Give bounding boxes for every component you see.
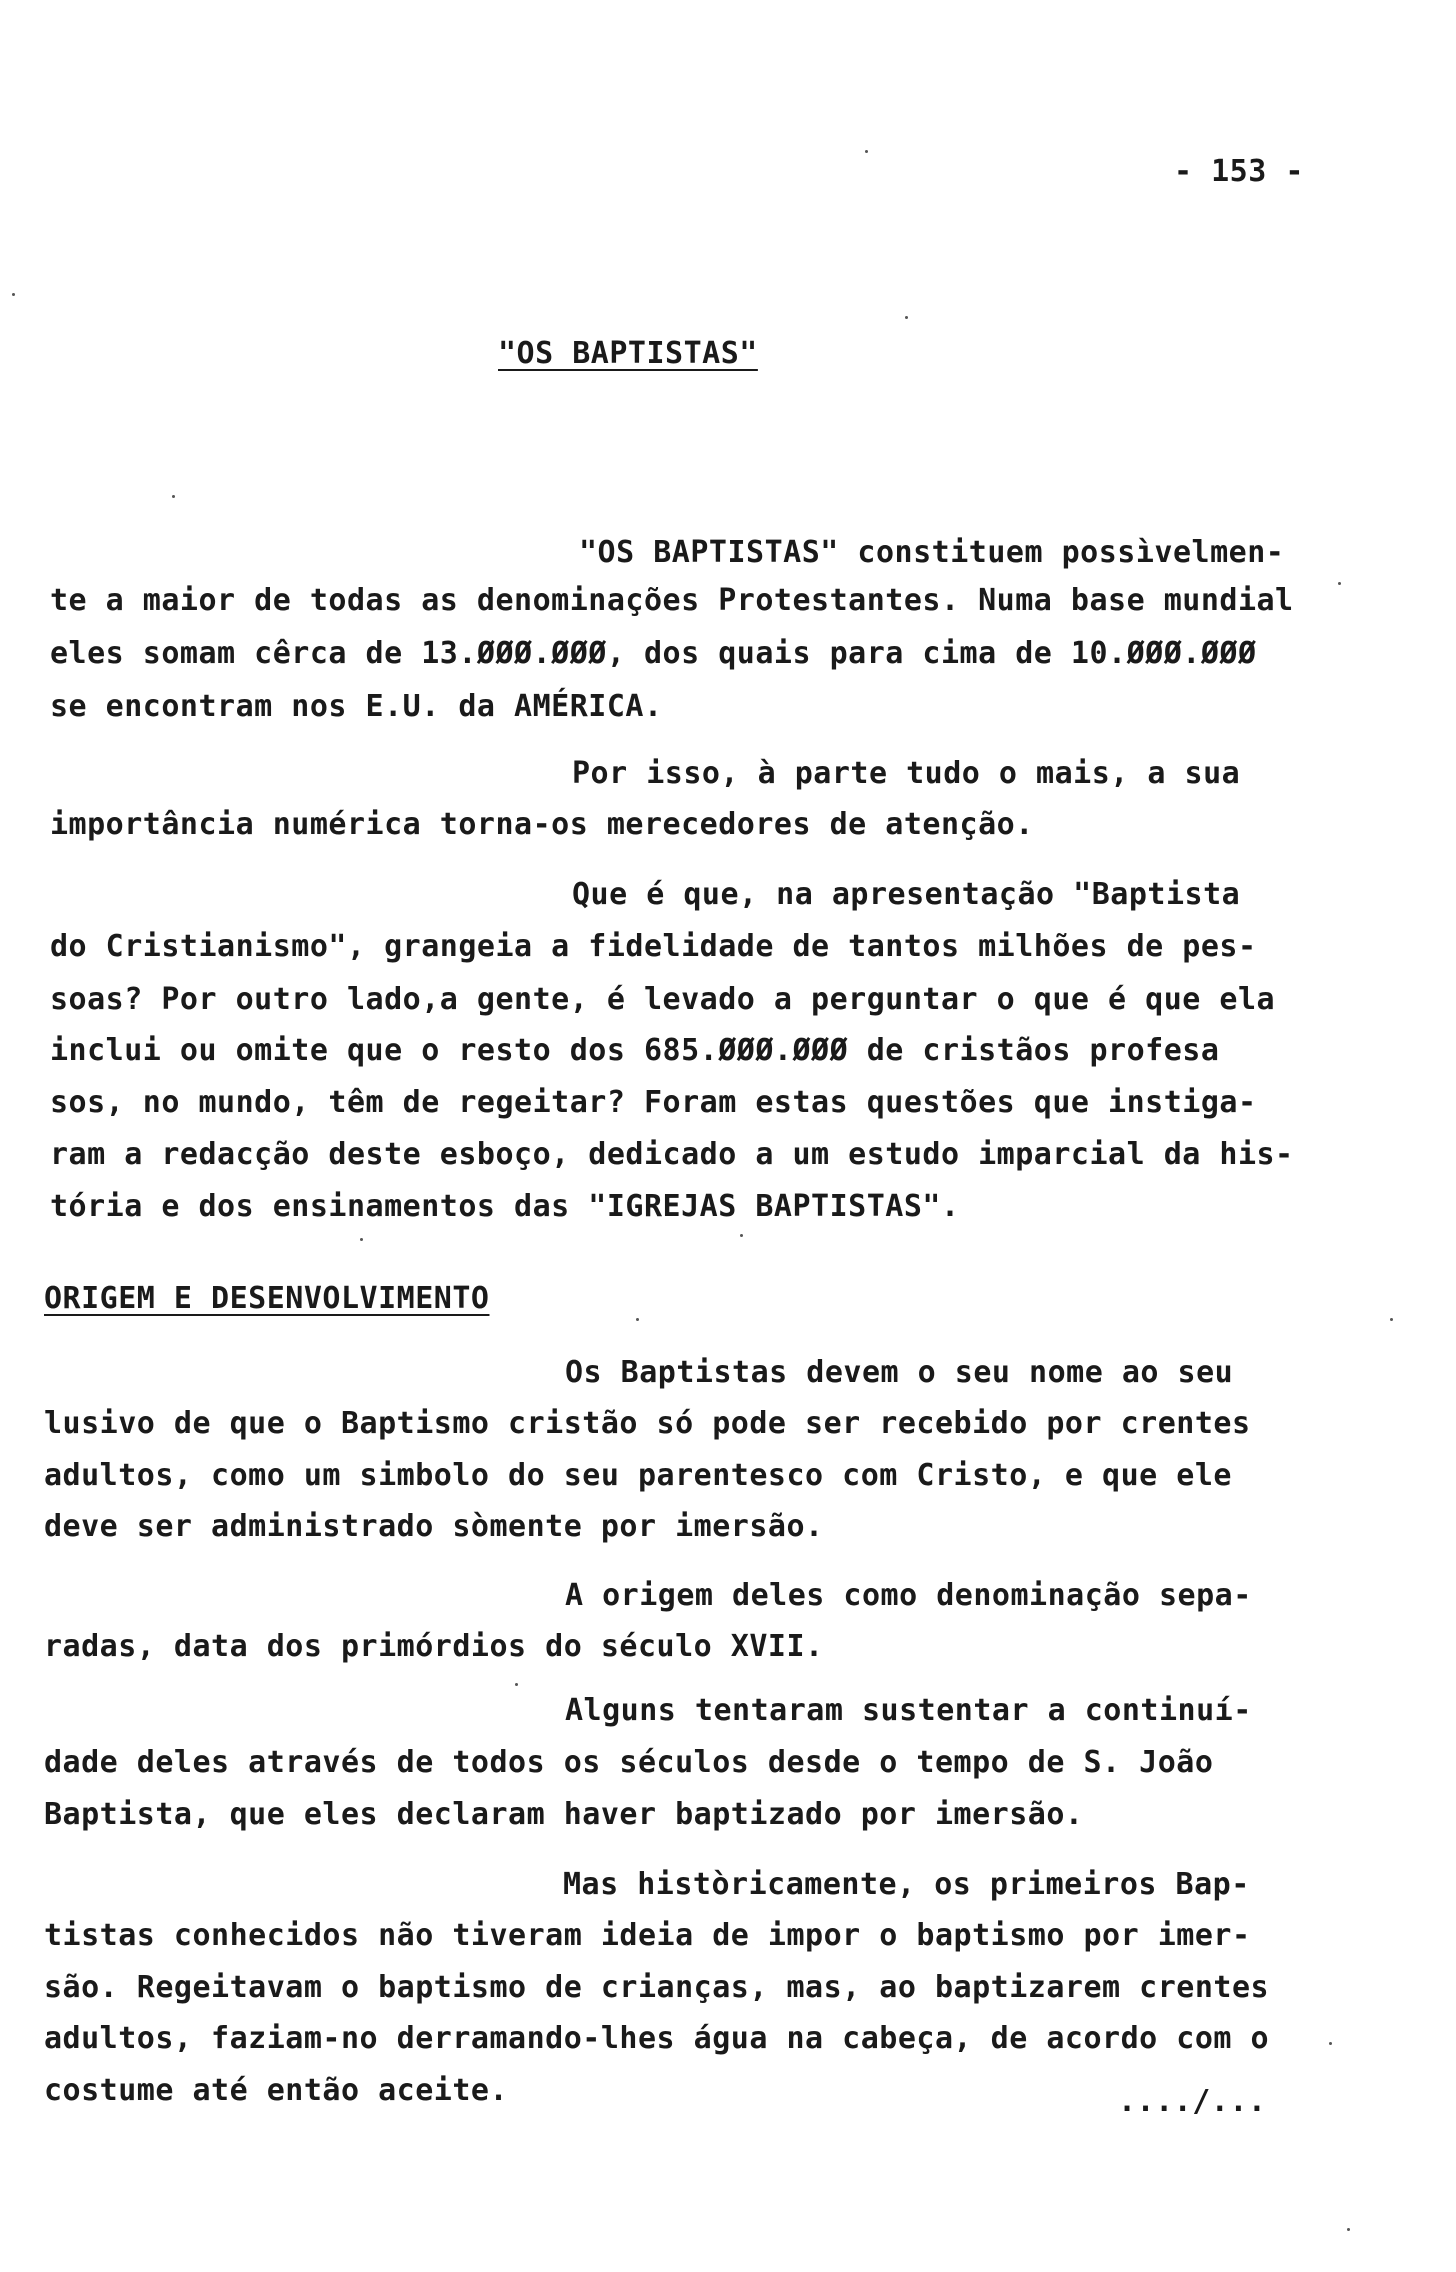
- text-line: Alguns tentaram sustentar a continuí-: [565, 1693, 1252, 1728]
- text-line: sos, no mundo, têm de regeitar? Foram estas questões que instiga-: [50, 1085, 1257, 1120]
- text-line: eles somam cêrca de 13.ØØØ.ØØØ, dos quais para cima de 10.ØØØ.ØØØ: [50, 636, 1257, 671]
- scan-speck: [12, 293, 15, 296]
- text-line: Mas històricamente, os primeiros Bap-: [563, 1867, 1250, 1902]
- scan-speck: [360, 1238, 363, 1241]
- scan-speck: [515, 1683, 518, 1686]
- text-line: Por isso, à parte tudo o mais, a sua: [572, 756, 1241, 791]
- scan-speck: [1347, 2228, 1350, 2231]
- scan-speck: [172, 495, 175, 498]
- text-line: lusivo de que o Baptismo cristão só pode ser recebido por crentes: [44, 1406, 1251, 1441]
- text-line: adultos, faziam-no derramando-lhes água na cabeça, de acordo com o: [44, 2021, 1270, 2056]
- continuation-mark: ..../...: [1118, 2084, 1267, 2119]
- text-line: A origem deles como denominação sepa-: [565, 1578, 1252, 1613]
- text-line: costume até então aceite.: [44, 2073, 509, 2108]
- text-line: deve ser administrado sòmente por imersão.: [44, 1509, 824, 1544]
- text-line: tória e dos ensinamentos das "IGREJAS BAPTISTAS".: [50, 1189, 960, 1224]
- text-line: ram a redacção deste esboço, dedicado a um estudo imparcial da his-: [50, 1137, 1294, 1172]
- scan-speck: [740, 1234, 743, 1237]
- page-title: "OS BAPTISTAS": [498, 336, 758, 371]
- text-line: Baptista, que eles declaram haver baptizado por imersão.: [44, 1797, 1084, 1832]
- text-line: dade deles através de todos os séculos desde o tempo de S. João: [44, 1745, 1214, 1780]
- scan-speck: [865, 150, 868, 153]
- page-number: - 153 -: [1174, 154, 1304, 189]
- text-line: do Cristianismo", grangeia a fidelidade de tantos milhões de pes-: [50, 929, 1257, 964]
- text-line: Que é que, na apresentação "Baptista: [572, 877, 1241, 912]
- section-heading: ORIGEM E DESENVOLVIMENTO: [44, 1281, 490, 1316]
- text-line: soas? Por outro lado,a gente, é levado a perguntar o que é que ela: [50, 982, 1276, 1017]
- text-line: se encontram nos E.U. da AMÉRICA.: [50, 689, 663, 724]
- text-line: importância numérica torna-os merecedores de atenção.: [50, 807, 1034, 842]
- text-line: são. Regeitavam o baptismo de crianças, mas, ao baptizarem crentes: [44, 1970, 1270, 2005]
- text-line: radas, data dos primórdios do século XVII.: [44, 1629, 824, 1664]
- scan-speck: [636, 1318, 639, 1321]
- scan-speck: [1338, 582, 1341, 585]
- text-line: Os Baptistas devem o seu nome ao seu: [565, 1355, 1234, 1390]
- text-line: inclui ou omite que o resto dos 685.ØØØ.ØØØ de cristãos profesa: [50, 1033, 1220, 1068]
- scan-speck: [905, 316, 908, 319]
- text-line: "OS BAPTISTAS" constituem possìvelmen-: [579, 535, 1285, 570]
- scan-speck: [1329, 2042, 1332, 2045]
- text-line: te a maior de todas as denominações Protestantes. Numa base mundial: [50, 583, 1294, 618]
- text-line: tistas conhecidos não tiveram ideia de impor o baptismo por imer-: [44, 1918, 1251, 1953]
- text-line: adultos, como um simbolo do seu parentesco com Cristo, e que ele: [44, 1458, 1232, 1493]
- scan-speck: [1390, 1318, 1393, 1321]
